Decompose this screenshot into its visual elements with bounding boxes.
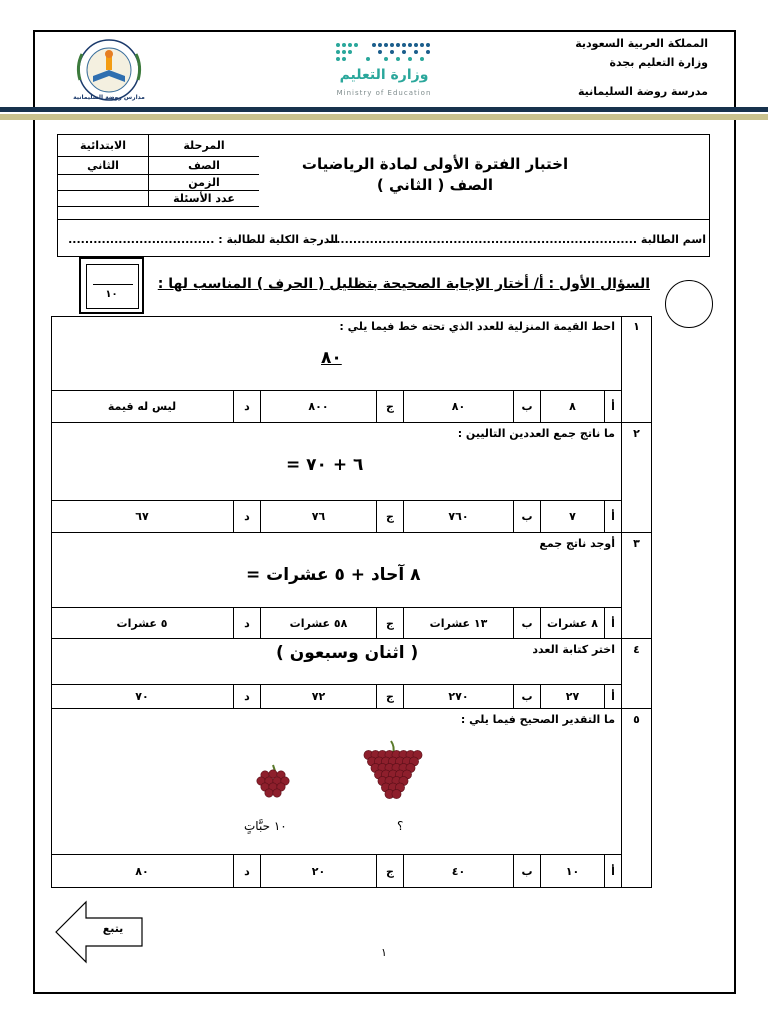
- option-value-d[interactable]: ٨٠: [135, 864, 149, 878]
- section-title: السؤال الأول : أ/ أختار الإجابة الصحيحة بتظليل ( الحرف ) المناسب لها :: [157, 276, 650, 292]
- question-number: ٢: [633, 427, 640, 440]
- page-number: ١: [381, 946, 387, 959]
- option-letter-a[interactable]: أ: [604, 501, 621, 532]
- option-value-b[interactable]: ٢٧٠: [403, 685, 513, 708]
- question-expression: ٨٠: [321, 348, 342, 368]
- info-value: الابتدائية: [57, 134, 149, 157]
- options-row: [51, 390, 621, 423]
- header-divider-gold: [0, 114, 768, 120]
- option-value-d[interactable]: ٥ عشرات: [116, 616, 168, 630]
- question-number: ٥: [633, 713, 640, 726]
- options-row: [51, 500, 621, 533]
- option-value-c[interactable]: ٨٠٠: [260, 391, 376, 422]
- block-separator: [621, 422, 652, 423]
- option-value-b[interactable]: ١٣ عشرات: [403, 608, 513, 638]
- info-label: المرحلة: [148, 134, 259, 157]
- question-text: اختر كتابة العدد: [532, 643, 615, 656]
- options-row: [51, 607, 621, 639]
- exam-title-block: [270, 154, 600, 196]
- option-letter-d[interactable]: د: [233, 855, 260, 887]
- question-expression: ( اثنان وسبعون ): [276, 643, 419, 663]
- info-row: [57, 191, 259, 207]
- info-value: [57, 191, 149, 207]
- next-arrow[interactable]: [54, 900, 146, 964]
- option-value-a[interactable]: ٨ عشرات: [540, 608, 604, 638]
- option-letter-b[interactable]: ب: [513, 855, 540, 887]
- option-value-a[interactable]: ٧: [540, 501, 604, 532]
- option-letter-a[interactable]: أ: [604, 608, 621, 638]
- option-letter-c[interactable]: ج: [376, 855, 403, 887]
- total-grade-field[interactable]: الدرجة الكلية للطالبة : ...................................: [68, 233, 338, 246]
- option-letter-b[interactable]: ب: [513, 501, 540, 532]
- option-value-b[interactable]: ٧٦٠: [403, 501, 513, 532]
- option-letter-c[interactable]: ج: [376, 608, 403, 638]
- option-letter-c[interactable]: ج: [376, 391, 403, 422]
- score-box: [79, 257, 144, 314]
- info-value: الثاني: [57, 157, 149, 175]
- option-value-d[interactable]: ٧٠: [135, 690, 149, 703]
- student-name-field[interactable]: اسم الطالبة ..........................................................................: [327, 233, 706, 246]
- option-letter-c[interactable]: ج: [376, 501, 403, 532]
- header-school: مدرسة روضة السليمانية: [578, 85, 708, 98]
- option-value-a[interactable]: ٨: [540, 391, 604, 422]
- option-letter-b[interactable]: ب: [513, 685, 540, 708]
- option-value-d[interactable]: ليس له قيمة: [107, 400, 177, 413]
- block-separator: [621, 708, 652, 709]
- option-value-a[interactable]: ٢٧: [540, 685, 604, 708]
- option-value-c[interactable]: ٥٨ عشرات: [260, 608, 376, 638]
- options-row: [51, 684, 621, 709]
- header-kingdom: المملكة العربية السعودية: [575, 37, 708, 50]
- option-value-c[interactable]: ٧٢: [260, 685, 376, 708]
- info-label: عدد الأسئلة: [148, 191, 259, 207]
- question-text: احط القيمة المنزلية للعدد الذي تحته خط فيما يلي :: [339, 320, 615, 333]
- option-value-b[interactable]: ٤٠: [403, 855, 513, 887]
- option-value-b[interactable]: ٨٠: [403, 391, 513, 422]
- exam-title: اختبار الفترة الأولى لمادة الرياضيات: [301, 155, 569, 173]
- option-letter-d[interactable]: د: [233, 501, 260, 532]
- option-letter-d[interactable]: د: [233, 391, 260, 422]
- option-letter-a[interactable]: أ: [604, 855, 621, 887]
- ministry-name-ar: وزارة التعليم: [339, 67, 429, 83]
- option-letter-a[interactable]: أ: [604, 391, 621, 422]
- large-grapes-caption: ؟: [397, 819, 404, 833]
- option-letter-b[interactable]: ب: [513, 391, 540, 422]
- exam-grade: الصف ( الثاني ): [376, 176, 494, 194]
- question-number: ٤: [633, 643, 640, 656]
- option-value-c[interactable]: ٧٦: [260, 501, 376, 532]
- info-label: الصف: [148, 157, 259, 175]
- option-letter-a[interactable]: أ: [604, 685, 621, 708]
- block-separator: [621, 638, 652, 639]
- option-letter-d[interactable]: د: [233, 608, 260, 638]
- school-logo-text: مدارس روضة السليمانية: [73, 94, 145, 101]
- options-row: [51, 854, 621, 888]
- question-number: ٣: [633, 537, 640, 550]
- questions-table: [51, 316, 652, 888]
- option-letter-c[interactable]: ج: [376, 685, 403, 708]
- block-separator: [621, 532, 652, 533]
- score-circle: [665, 280, 713, 328]
- option-letter-d[interactable]: د: [233, 685, 260, 708]
- ministry-logo: [334, 40, 434, 100]
- small-grapes-icon: [253, 761, 293, 801]
- school-logo: [66, 36, 152, 108]
- option-value-c[interactable]: ٢٠: [260, 855, 376, 887]
- question-expression: ٦ + ٧٠ =: [286, 455, 364, 475]
- info-divider: [57, 219, 710, 220]
- option-value-d[interactable]: ٦٧: [135, 510, 149, 523]
- question-number: ١: [633, 320, 640, 333]
- info-row: [57, 157, 259, 175]
- info-row: [57, 175, 259, 191]
- question-text: ما التقدير الصحيح فيما يلي :: [460, 713, 615, 726]
- info-value: [57, 175, 149, 191]
- option-value-a[interactable]: ١٠: [540, 855, 604, 887]
- info-row: [57, 134, 259, 157]
- info-label: الزمن: [148, 175, 259, 191]
- next-label: يتبع: [102, 922, 124, 935]
- header-ministry-jeddah: وزارة التعليم بجدة: [609, 56, 708, 69]
- large-grapes-icon: [361, 739, 425, 803]
- option-letter-b[interactable]: ب: [513, 608, 540, 638]
- question-text: ما ناتج جمع العددين التاليين :: [457, 427, 615, 440]
- question-expression: ٨ آحاد + ٥ عشرات =: [246, 565, 421, 585]
- question-text: أوجد ناتج جمع: [539, 537, 615, 550]
- small-grapes-caption: ١٠ حبَّاتٍ: [244, 819, 287, 833]
- number-column-line: [621, 316, 622, 888]
- ministry-name-en: Ministry of Education: [336, 89, 432, 97]
- score-value: ١٠: [105, 289, 118, 300]
